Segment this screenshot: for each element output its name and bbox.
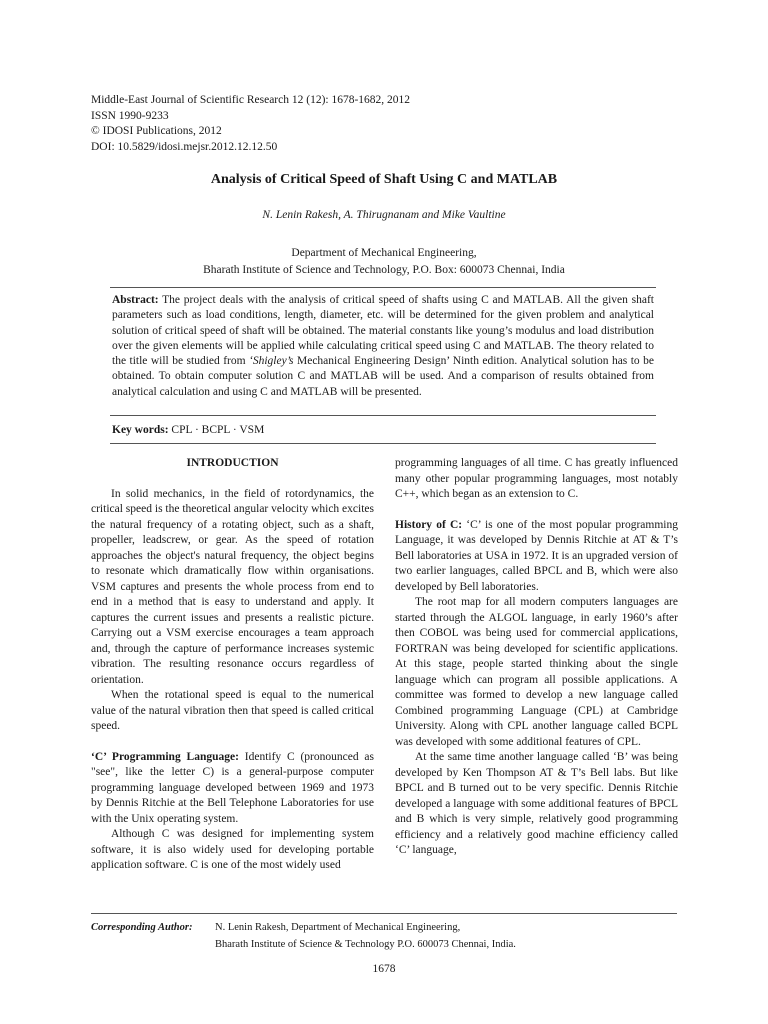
abstract-bottom-rule	[110, 415, 656, 416]
right-paragraph-4: At the same time another language called ‘B’ was being developed by Ken Thompson AT & T’s Bell labs. But like BPCL and B turned out to be very specific. Dennis Ritchie developed a language with some additional features of BPCL and B which is very simple, relatively good programming efficiency and a relatively good machine efficiency called ‘C’ language,	[395, 751, 678, 856]
corresponding-author-line-1: N. Lenin Rakesh, Department of Mechanical Engineering,	[215, 922, 461, 933]
paper-title: Analysis of Critical Speed of Shaft Using C and MATLAB	[210, 172, 558, 187]
right-paragraph-1: programming languages of all time. C has greatly influenced many other popular programming languages, most notably C++, which began as an extension to C.	[395, 457, 678, 500]
abstract-italic: ‘Shigley’s	[249, 355, 294, 368]
right-column	[395, 456, 678, 859]
abstract-top-rule	[110, 287, 656, 288]
abstract-text-2: Mechanical Engineering Design’ Ninth edition. Analytical solution has to be obtained. To obtain computer solution C and MATLAB will be used. And a comparison of results obtained from analytical calculation and using C and MATLAB will be presented.	[112, 355, 654, 398]
keywords-rule	[110, 443, 656, 444]
c-language-paragraph-2: Although C was designed for implementing system software, it is also widely used for developing portable application software. C is one of the most widely used	[91, 828, 374, 871]
corresponding-author-label: Corresponding Author:	[91, 922, 193, 933]
affiliation-department: Department of Mechanical Engineering,	[291, 247, 477, 259]
intro-paragraph-2: When the rotational speed is equal to the numerical value of the natural vibration then that speed is called critical speed.	[91, 689, 374, 732]
journal-header	[91, 93, 410, 155]
page-number: 1678	[372, 963, 396, 975]
abstract	[112, 293, 654, 400]
affiliation-institute: Bharath Institute of Science and Technology, P.O. Box: 600073 Chennai, India	[203, 264, 565, 276]
abstract-label: Abstract:	[112, 294, 159, 306]
c-language-label: ‘C’ Programming Language:	[91, 750, 239, 763]
intro-paragraph-1: In solid mechanics, in the field of rotordynamics, the critical speed is the theoretical angular velocity which excites the natural frequency of a rotating object, such as a shaft, propeller, leadscrew, or gear. As the speed of rotation approaches the object's natural frequency, the object begins to resonate which dramatically flow within organisations. VSM captures and presents the whole process from end to end in a method that is easy to understand and apply. It captures the current issues and presents a realistic picture. Carrying out a VSM exercise encourages a team approach and, through the capture of performance increases systemic vibration. The resulting resonance occurs regardless of orientation.	[91, 487, 374, 686]
corresponding-author-details	[215, 919, 516, 953]
journal-issn: ISSN 1990-9233	[91, 109, 169, 122]
abstract-text-1: The project deals with the analysis of critical speed of shafts using C and MATLAB. All the given shaft parameters such as load conditions, length, diameter, etc. will be determined for the given problem and analytical solution of critical speed of shaft will be obtained. The material constants like young’s modulus and load distribution over the given elements will be applied while calculating critical speed using C and MATLAB. The theory related to the title will be studied from	[112, 294, 654, 368]
c-language-text: Identify C (pronounced as "see", like the letter C) is a general-purpose computer programming language developed between 1969 and 1973 by Dennis Ritchie at the Bell Telephone Laboratories for use with the Unix operating system.	[91, 750, 374, 825]
author-affiliation	[0, 245, 768, 279]
history-paragraph	[395, 518, 678, 596]
paper-authors: N. Lenin Rakesh, A. Thirugnanam and Mike Vaultine	[262, 209, 506, 221]
footnote-rule	[91, 913, 677, 914]
journal-citation: Middle-East Journal of Scientific Research 12 (12): 1678-1682, 2012	[91, 94, 411, 106]
corresponding-author-line-2: Bharath Institute of Science & Technology P.O. 600073 Chennai, India.	[215, 939, 516, 950]
journal-doi: DOI: 10.5829/idosi.mejsr.2012.12.12.50	[91, 140, 278, 153]
history-text: ‘C’ is one of the most popular programming Language, it was developed by Dennis Ritchie at AT & T’s Bell laboratories at USA in 1972. It is an upgraded version of two earlier languages, called BPCL and B, which were also developed by Bell laboratories.	[395, 518, 678, 593]
keywords-text: CPL · BCPL · VSM	[168, 424, 265, 436]
journal-copyright: © IDOSI Publications, 2012	[91, 125, 222, 137]
c-language-paragraph	[91, 750, 374, 828]
history-label: History of C:	[395, 518, 463, 531]
left-column	[91, 456, 374, 874]
section-heading-introduction: INTRODUCTION	[186, 457, 279, 469]
keywords-label: Key words:	[112, 424, 169, 436]
keywords	[112, 424, 264, 436]
right-paragraph-3: The root map for all modern computers languages are started through the ALGOL language, in early 1960’s after then COBOL was being used for commercial applications, FORTRAN was being developed for scientific applications. At this stage, people started thinking about the single language which can program all possible applications. A committee was formed to develop a new language called Combined programming Language (CPL) at Cambridge University. Along with CPL another language called BCPL was developed with some additional features of CPL.	[395, 596, 678, 748]
